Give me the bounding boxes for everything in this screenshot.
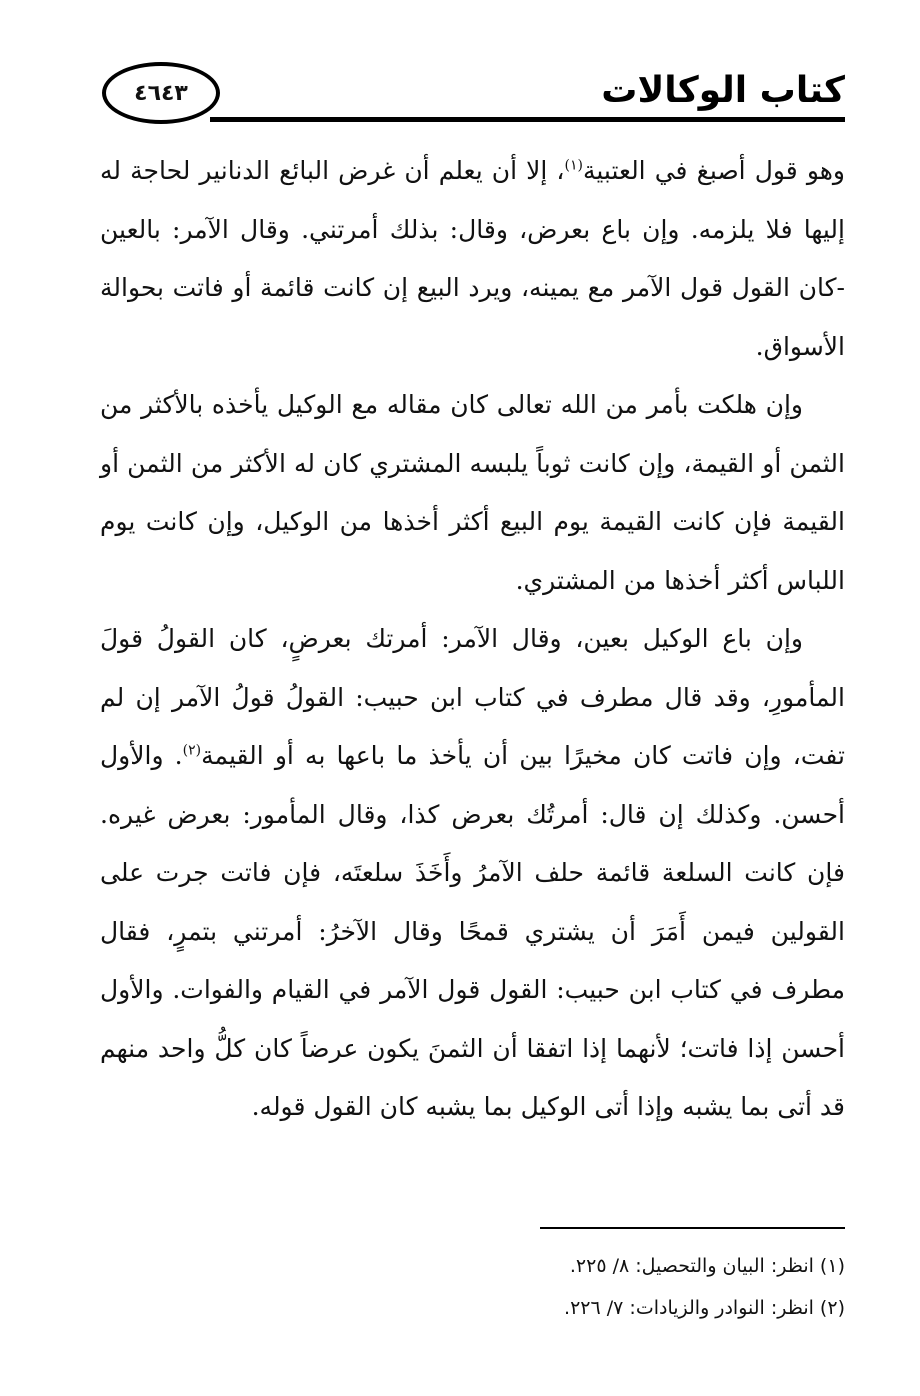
page-number-badge bbox=[102, 62, 220, 124]
book-title: كتاب الوكالات bbox=[601, 70, 845, 111]
footnotes bbox=[100, 1245, 845, 1329]
paragraph-2: وإن هلكت بأمر من الله تعالى كان مقاله مع الوكيل يأخذه بالأكثر من الثمن أو القيمة، وإن كانت ثوباً يلبسه المشتري كان له الأكثر من الثمن أو القيمة فإن كانت القيمة يوم البيع أكثر أخذها من الوكيل، وإن كانت يوم اللباس أكثر أخذها من المشتري. bbox=[100, 390, 845, 595]
page-header bbox=[100, 62, 845, 132]
footnote-marker-1: (١) bbox=[564, 157, 583, 174]
footnote-1: (١) انظر: البيان والتحصيل: ٨/ ٢٢٥. bbox=[569, 1255, 845, 1277]
footnote-marker-2: (٢) bbox=[182, 742, 202, 759]
body-text bbox=[100, 142, 845, 1137]
footnote-2: (٢) انظر: النوادر والزيادات: ٧/ ٢٢٦. bbox=[564, 1297, 845, 1319]
page-number: ٤٦٤٣ bbox=[134, 80, 188, 106]
paragraph-1-text-b: ، إلا أن يعلم أن غرض البائع الدنانير لحاجة له إليها فلا يلزمه. وإن باع بعرض، وقال: بذلك أمرتني. وقال الآمر: بالعين -كان القول قول الآمر مع يمينه، ويرد البيع إن كانت قائمة أو فاتت بحوالة الأسواق. bbox=[100, 156, 845, 361]
paragraph-3-text-b: . والأول أحسن. وكذلك إن قال: أمرتُك بعرض كذا، وقال المأمور: بعرض غيره. فإن كانت السلعة قائمة حلف الآمرُ وأَخَذَ سلعتَه، فإن فاتت جرت على القولين فيمن أَمَرَ أن يشتري قمحًا وقال الآخرُ: أمرتني بتمرٍ، فقال مطرف في كتاب ابن حبيب: القول قول الآمر في القيام والفوات. والأول أحسن إذا فاتت؛ لأنهما إذا اتفقا أن الثمنَ يكون عرضاً كان كلُّ واحد منهم قد أتى بما يشبه وإذا أتى الوكيل بما يشبه كان القول قوله. bbox=[100, 741, 845, 1121]
footnote-separator bbox=[540, 1227, 845, 1229]
paragraph-1-text-a: وهو قول أصبغ في العتبية bbox=[582, 156, 845, 185]
paragraph-3 bbox=[100, 610, 845, 1137]
paragraph-3-text-a: وإن باع الوكيل بعين، وقال الآمر: أمرتك بعرضٍ، كان القولُ قولَ المأمورِ، وقد قال مطرف في كتاب ابن حبيب: القولُ قولُ الآمر إن لم تفت، وإن فاتت كان مخيرًا بين أن يأخذ ما باعها به أو القيمة bbox=[100, 624, 845, 770]
header-rule bbox=[210, 117, 845, 122]
paragraph-1 bbox=[100, 142, 845, 376]
